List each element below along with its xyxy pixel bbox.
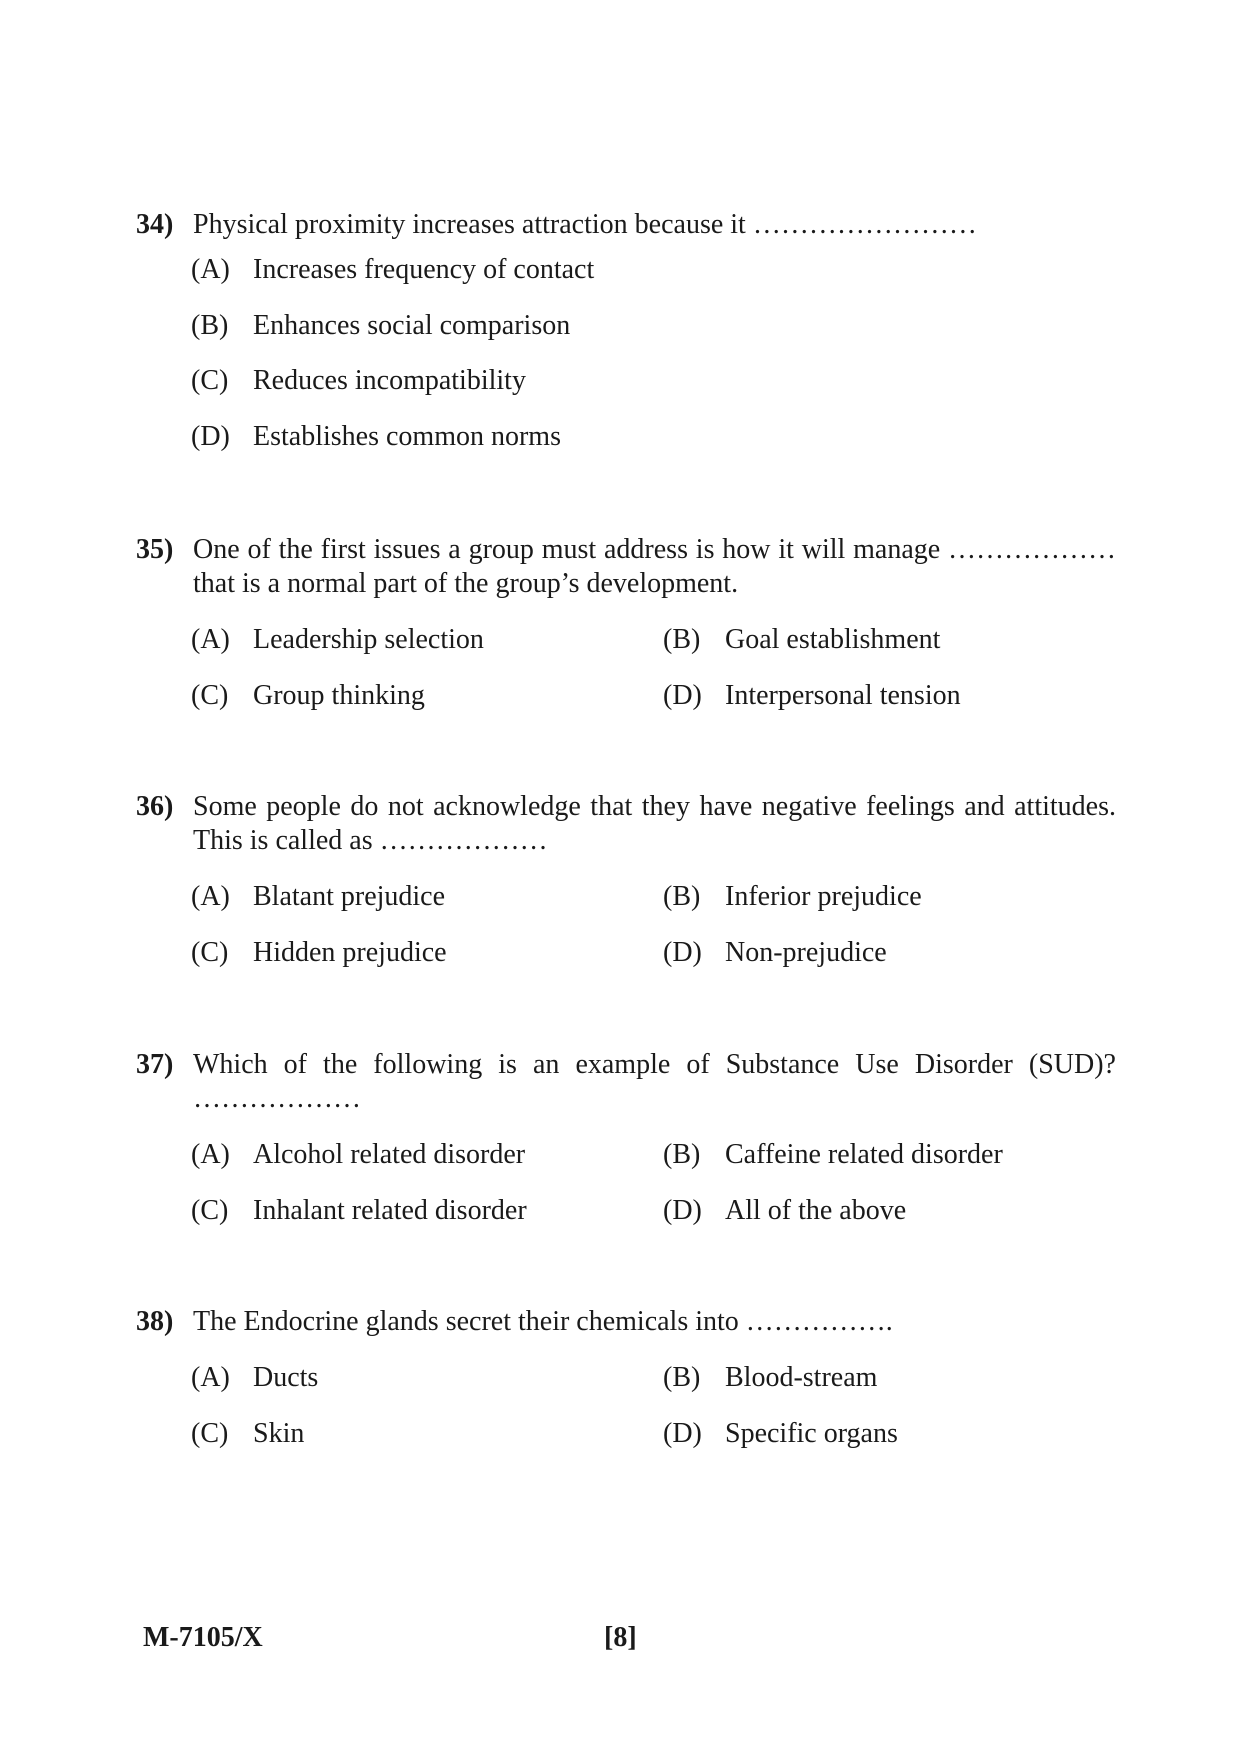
option-label: (B) — [663, 881, 701, 912]
question-stem — [136, 533, 1116, 601]
question-34 — [136, 208, 1116, 242]
option-label: (A) — [191, 1362, 230, 1393]
option-36-a — [191, 880, 445, 914]
option-label: (D) — [663, 937, 702, 968]
option-label: (C) — [191, 365, 229, 396]
option-label: (C) — [191, 680, 229, 711]
option-38-b — [663, 1361, 877, 1395]
question-number: 38) — [136, 1306, 174, 1337]
option-36-c — [191, 936, 447, 970]
option-34-a — [191, 253, 594, 287]
option-label: (D) — [663, 1418, 702, 1449]
option-text: Interpersonal tension — [725, 680, 961, 711]
question-text-line-2: This is called as ……………… — [193, 825, 548, 856]
option-37-d — [663, 1194, 906, 1228]
question-text-line-2: ……………… — [193, 1083, 361, 1114]
option-36-b — [663, 880, 922, 914]
option-text: Blood-stream — [725, 1362, 878, 1393]
question-36 — [136, 790, 1116, 858]
option-label: (D) — [663, 680, 702, 711]
option-label: (D) — [191, 421, 230, 452]
option-text: Alcohol related disorder — [253, 1139, 526, 1170]
option-text: All of the above — [725, 1195, 907, 1226]
paper-code: M-7105/X — [143, 1622, 263, 1653]
question-number: 37) — [136, 1049, 174, 1080]
option-37-b — [663, 1138, 1003, 1172]
question-stem — [136, 1305, 1116, 1339]
option-label: (A) — [191, 254, 230, 285]
question-number: 36) — [136, 791, 174, 822]
option-text: Group thinking — [253, 680, 425, 711]
question-38 — [136, 1305, 1116, 1339]
option-label: (D) — [663, 1195, 702, 1226]
option-36-d — [663, 936, 887, 970]
option-text: Hidden prejudice — [253, 937, 447, 968]
option-label: (B) — [663, 1139, 701, 1170]
option-34-b — [191, 309, 570, 343]
option-34-d — [191, 420, 561, 454]
option-text: Goal establishment — [725, 624, 941, 655]
option-text: Inferior prejudice — [725, 881, 922, 912]
option-38-d — [663, 1417, 898, 1451]
option-text: Non-prejudice — [725, 937, 887, 968]
question-text-line-1: Some people do not acknowledge that they have negative feelings and attitudes. — [193, 791, 1116, 822]
option-text: Caffeine related disorder — [725, 1139, 1003, 1170]
option-text: Establishes common norms — [253, 421, 561, 452]
question-text-line-1: Which of the following is an example of Substance Use Disorder (SUD)? — [193, 1049, 1116, 1080]
option-35-b — [663, 623, 940, 657]
question-37 — [136, 1048, 1116, 1116]
option-label: (B) — [663, 624, 701, 655]
option-text: Ducts — [253, 1362, 319, 1393]
option-label: (C) — [191, 1418, 229, 1449]
question-stem — [136, 1048, 1116, 1116]
question-text-line-1: One of the first issues a group must address is how it will manage ……………… — [193, 534, 1116, 565]
option-text: Blatant prejudice — [253, 881, 446, 912]
option-text: Reduces incompatibility — [253, 365, 526, 396]
option-38-c — [191, 1417, 304, 1451]
option-label: (C) — [191, 1195, 229, 1226]
option-text: Skin — [253, 1418, 305, 1449]
question-number: 35) — [136, 534, 174, 565]
option-label: (A) — [191, 624, 230, 655]
question-text-line-2: that is a normal part of the group’s development. — [193, 568, 739, 599]
option-text: Leadership selection — [253, 624, 484, 655]
option-37-a — [191, 1138, 525, 1172]
question-stem — [136, 790, 1116, 858]
option-35-a — [191, 623, 484, 657]
question-number: 34) — [136, 209, 174, 240]
option-label: (C) — [191, 937, 229, 968]
option-text: Increases frequency of contact — [253, 254, 595, 285]
option-text: Enhances social comparison — [253, 310, 571, 341]
option-35-c — [191, 679, 425, 713]
page-number: [8] — [604, 1622, 637, 1653]
option-label: (B) — [191, 310, 229, 341]
question-text: Physical proximity increases attraction because it …………………… — [193, 209, 977, 240]
option-label: (A) — [191, 1139, 230, 1170]
option-label: (A) — [191, 881, 230, 912]
option-34-c — [191, 364, 526, 398]
option-label: (B) — [663, 1362, 701, 1393]
option-35-d — [663, 679, 961, 713]
option-38-a — [191, 1361, 318, 1395]
question-stem — [136, 208, 1116, 242]
option-text: Inhalant related disorder — [253, 1195, 527, 1226]
option-text: Specific organs — [725, 1418, 898, 1449]
option-37-c — [191, 1194, 527, 1228]
question-text: The Endocrine glands secret their chemicals into ……………. — [193, 1306, 893, 1337]
question-35 — [136, 533, 1116, 601]
